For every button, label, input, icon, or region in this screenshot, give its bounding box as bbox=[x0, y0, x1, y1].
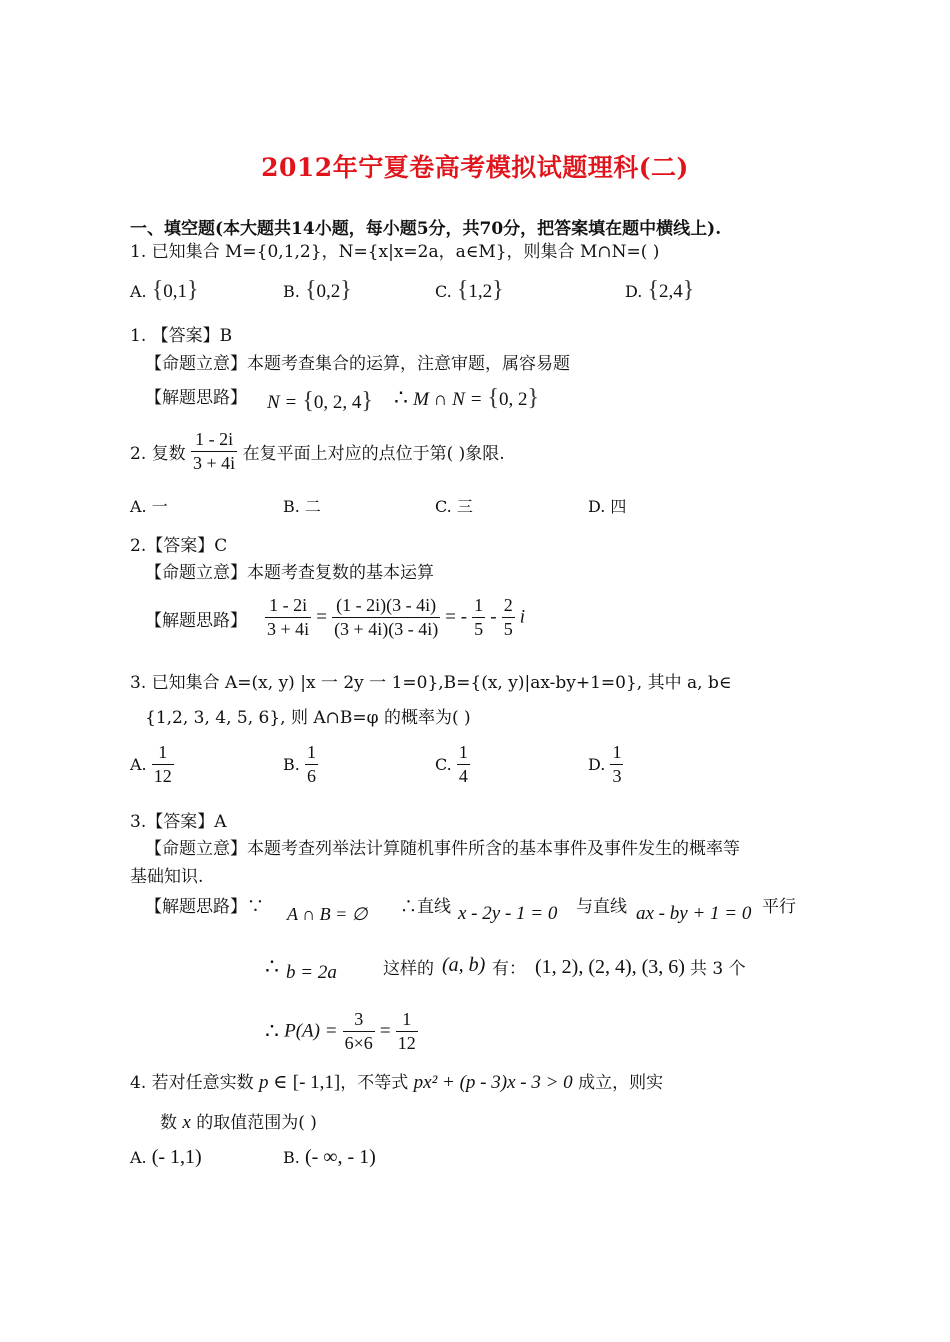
q1-option-b: B. {0,2} bbox=[283, 277, 352, 303]
q4-option-a: A. (- 1,1) bbox=[130, 1146, 202, 1168]
q3-option-c: C. $\frac{1}{4}$ bbox=[435, 742, 468, 786]
q1-option-c: C. {1,2} bbox=[435, 277, 504, 303]
q1-idea-n: N = {0, 2, 4} bbox=[267, 388, 373, 414]
q2-intent: 【命题立意】本题考查复数的基本运算 bbox=[145, 563, 434, 583]
q3-count: 共 3 个 bbox=[690, 959, 746, 979]
q1-idea-mn: ∴ M ∩ N = {0, 2} bbox=[394, 385, 540, 411]
q1-answer: 1. 【答案】B bbox=[130, 326, 233, 346]
section-heading: 一、填空题(本大题共14小题，每小题5分，共70分，把答案填在题中横线上). bbox=[130, 219, 722, 239]
q3-pair-ab: (a, b) bbox=[442, 954, 486, 976]
q1-intent: 【命题立意】本题考查集合的运算，注意审题，属容易题 bbox=[145, 354, 570, 374]
q2-idea-label: 【解题思路】 bbox=[145, 611, 247, 631]
q3-line-eq-1: x - 2y - 1 = 0 bbox=[458, 903, 558, 924]
q3-line-eq-2: ax - by + 1 = 0 bbox=[636, 903, 752, 924]
q3-answer: 3.【答案】A bbox=[130, 812, 227, 832]
q3-stem-line2: {1,2, 3, 4, 5, 6}, 则 A∩B=φ 的概率为( ) bbox=[145, 708, 471, 728]
q2-idea-equation: $\frac{1 - 2i}{3 + 4i}$ = $\frac{(1 - 2i)(3 - 4i)}{(3 + 4i)(3 - 4i)}$ = - $\frac{1}{5}$ - $\frac{2}{5}$ i bbox=[267, 595, 526, 639]
page-title: 2012年宁夏卷高考模拟试题理科(二) bbox=[261, 153, 689, 182]
q1-option-a: A. {0,1} bbox=[130, 277, 199, 303]
q3-therefore-line: ∴直线 bbox=[400, 897, 451, 917]
q3-pairs-list: (1, 2), (2, 4), (3, 6) bbox=[535, 956, 685, 978]
q2-option-b: B. 二 bbox=[283, 497, 321, 516]
q1-idea-label: 【解题思路】 bbox=[145, 388, 247, 408]
q3-probability: ∴ P(A) = $\frac{3}{6\times 6}$ = $\frac{1}{12}$ bbox=[265, 1009, 416, 1053]
q3-option-a: A. $\frac{1}{12}$ bbox=[130, 742, 172, 786]
q3-parallel: 平行 bbox=[762, 897, 796, 917]
q2-stem: 2. 复数 $\frac{1 - 2i}{3 + 4i}$ 在复平面上对应的点位于第( )象限. bbox=[130, 429, 505, 473]
q2-fraction: $\frac{1 - 2i}{3 + 4i}$ bbox=[193, 429, 236, 473]
q1-stem: 1. 已知集合 M={0,1,2}，N={x|x=2a，a∈M}，则集合 M∩N=( ) bbox=[130, 242, 660, 262]
q4-option-b: B. (- ∞, - 1) bbox=[283, 1146, 376, 1168]
q2-answer: 2.【答案】C bbox=[130, 536, 228, 556]
q3-intent-line2: 基础知识. bbox=[130, 867, 204, 887]
q4-stem-line2: 数 x 的取值范围为( ) bbox=[160, 1112, 317, 1133]
q3-have: 有： bbox=[492, 959, 526, 979]
q3-stem-line1: 3. 已知集合 A=(x, y) |x 一 2y 一 1=0},B={(x, y)|ax-by+1=0}, 其中 a, b∈ bbox=[130, 673, 732, 693]
q2-option-c: C. 三 bbox=[435, 497, 473, 516]
q3-idea-label: 【解题思路】∵ bbox=[145, 897, 264, 917]
q3-such-pairs: 这样的 bbox=[383, 959, 434, 979]
q3-idea-ab: A ∩ B = ∅ bbox=[287, 904, 368, 924]
q3-intent-line1: 【命题立意】本题考查列举法计算随机事件所含的基本事件及事件发生的概率等 bbox=[145, 839, 740, 859]
q4-stem-line1: 4. 若对任意实数 p ∈ [- 1,1]，不等式 px² + (p - 3)x - 3 > 0 成立，则实 bbox=[130, 1072, 664, 1093]
q3-option-d: D. $\frac{1}{3}$ bbox=[588, 742, 622, 786]
q2-option-d: D. 四 bbox=[588, 497, 627, 516]
brace-left-icon: { bbox=[151, 277, 164, 303]
q3-with-line: 与直线 bbox=[576, 897, 627, 917]
q3-b-equals-2a: b = 2a bbox=[286, 962, 337, 983]
brace-right-icon: } bbox=[187, 277, 199, 303]
q3-option-b: B. $\frac{1}{6}$ bbox=[283, 742, 316, 786]
q3-therefore-2: ∴ bbox=[265, 954, 279, 979]
q2-option-a: A. 一 bbox=[130, 497, 168, 516]
q1-option-d: D. {2,4} bbox=[625, 277, 695, 303]
